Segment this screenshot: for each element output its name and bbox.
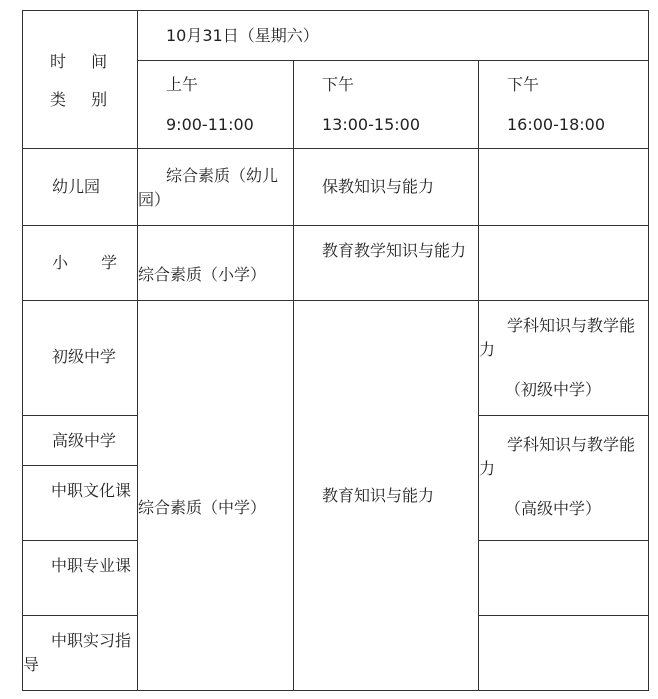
junior-high-session-3-level: （初级中学） <box>505 380 602 399</box>
session-2-period: 下午 <box>322 75 355 94</box>
category-senior-high: 高级中学 <box>52 431 117 450</box>
secondary-session-2: 教育知识与能力 <box>322 486 435 505</box>
category-kindergarten: 幼儿园 <box>52 177 101 196</box>
session-3-period: 下午 <box>507 75 540 94</box>
exam-date: 10月31日（星期六） <box>166 26 319 45</box>
junior-high-row-divider-left <box>22 415 138 416</box>
date-row-divider <box>137 60 649 61</box>
category-header-label: 类 别 <box>50 90 118 109</box>
session-1-time: 9:00-11:00 <box>166 115 254 134</box>
primary-session-1: 综合素质（小学） <box>138 265 267 284</box>
category-vocational-major: 中职专业课 <box>51 556 132 575</box>
category-primary: 小 学 <box>52 253 132 272</box>
kindergarten-session-2: 保教知识与能力 <box>322 177 435 196</box>
kindergarten-session-1: 综合素质（幼儿园） <box>138 166 279 209</box>
time-header-label: 时 间 <box>50 52 118 71</box>
session-2-time: 13:00-15:00 <box>322 115 420 134</box>
table-border-bottom <box>22 690 649 691</box>
category-vocational-internship: 中职实习指导 <box>23 631 132 674</box>
vocational-major-row-divider-right <box>478 615 649 616</box>
table-border-top <box>22 10 649 11</box>
category-vocational-culture: 中职文化课 <box>51 481 132 500</box>
session-3-time: 16:00-18:00 <box>507 115 605 134</box>
junior-high-session-3-subject: 学科知识与教学能力 <box>479 316 636 359</box>
primary-row-divider <box>22 300 649 301</box>
table-border-left <box>22 10 23 691</box>
primary-session-2: 教育教学知识与能力 <box>322 241 467 260</box>
senior-high-session-3-subject: 学科知识与教学能力 <box>479 435 636 478</box>
category-junior-high: 初级中学 <box>52 347 117 366</box>
table-border-right <box>648 10 649 691</box>
kindergarten-row-divider <box>22 225 649 226</box>
session-1-period: 上午 <box>166 75 199 94</box>
senior-high-row-divider-left <box>22 465 138 466</box>
vocational-culture-row-divider-left <box>22 540 138 541</box>
junior-high-row-divider-right <box>478 415 649 416</box>
header-row-divider <box>22 148 649 149</box>
session-column-divider-1 <box>293 60 294 691</box>
senior-high-row-divider-right <box>478 540 649 541</box>
category-column-divider <box>137 10 138 691</box>
senior-high-session-3-level: （高级中学） <box>505 499 602 518</box>
vocational-major-row-divider-left <box>22 615 138 616</box>
secondary-session-1: 综合素质（中学） <box>138 498 267 517</box>
session-column-divider-2 <box>478 60 479 691</box>
